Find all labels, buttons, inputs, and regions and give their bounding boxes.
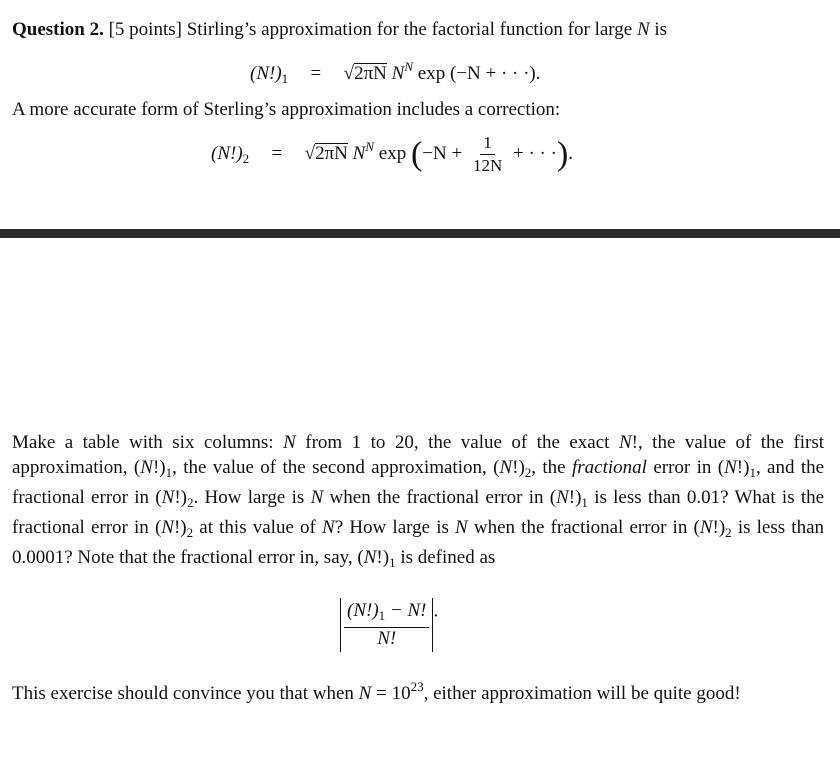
eq1-equals: = xyxy=(310,63,322,84)
task-text: , and the fractional error in xyxy=(12,457,825,508)
fractional-error-formula xyxy=(340,598,438,652)
error-denominator xyxy=(374,628,399,649)
question-intro-var: N xyxy=(636,19,650,40)
eq2-open-paren: ( xyxy=(410,135,423,173)
correction-text: A more accurate form of Sterling’s approximation includes a correction: xyxy=(12,99,561,120)
conclusion-exponent: 23 xyxy=(410,679,424,694)
absolute-value xyxy=(340,598,433,652)
conclusion-text: This exercise should convince you that when xyxy=(12,683,354,704)
error-den-term: N! xyxy=(377,628,397,649)
eq1-sqrt-arg: 2πN xyxy=(354,63,387,84)
var-n-factorial: N xyxy=(618,432,632,453)
eq1-base: N xyxy=(391,63,405,84)
task-text: ? How large is xyxy=(334,517,449,538)
error-numerator xyxy=(344,601,429,628)
task-text: , the value of the second approximation, xyxy=(172,457,487,478)
eq2-lhs: (N!) xyxy=(211,142,243,164)
conclusion-text-end: , either approximation will be quite good! xyxy=(423,683,741,704)
question-points: [5 points] xyxy=(108,19,182,40)
eq1-arg: (−N + · · ·) xyxy=(449,63,536,84)
equation-second-approx xyxy=(211,133,573,176)
eq2-frac-den: 12N xyxy=(472,156,503,175)
equation-first-approx xyxy=(250,59,541,87)
section-divider xyxy=(0,229,840,238)
task-text: from 1 to 20, the value of the exact xyxy=(305,432,610,453)
eq2-equals: = xyxy=(271,142,283,164)
eq2-lhs-sub: 2 xyxy=(242,150,250,166)
eq1-lhs-sub: 1 xyxy=(281,71,289,86)
conclusion-paragraph xyxy=(12,674,824,706)
error-num-rest: − N! xyxy=(389,600,427,621)
task-text: is less than 0.01? What is the fractional error in xyxy=(12,487,825,538)
eq2-exp: exp xyxy=(378,142,407,164)
conclusion-value: 10 xyxy=(391,683,411,704)
question-intro-text: Stirling’s approximation for the factorial function for large xyxy=(186,19,633,40)
error-end: . xyxy=(433,600,439,622)
question-intro-end: is xyxy=(654,19,668,40)
eq1-lhs: (N!) xyxy=(250,63,282,84)
task-paragraph: Make a table with six columns: N from 1 to 20, the value of the exact N!, the value of the first approximation, $(N!)_1$, the value of the second approximation, $(N!)_2$, the fractional error in $(N!)_1$, and the fractional error in $(N!)_2$. How large is N when the fractional error in $(N!)_1$ is less than 0.01? What is the fractional error in $(N!)_2$ at this value of N? How large is N when the fractional error in $(N!)_2$ is less than 0.0001? Note that the fractional error in, say, $(N!)_1$ is defined as xyxy=(12,432,825,570)
eq2-base: N xyxy=(352,142,366,164)
eq2-end: . xyxy=(568,142,574,164)
task-text: when the fractional error in xyxy=(473,517,688,538)
conclusion-var: N xyxy=(358,683,372,704)
task-text: , the value of the first approximation, xyxy=(12,432,825,478)
question-intro xyxy=(12,17,824,42)
task-text: at this value of xyxy=(199,517,316,538)
task-text: when the fractional error in xyxy=(329,487,544,508)
task-emphasis: fractional xyxy=(572,457,647,478)
eq1-exp: exp xyxy=(417,63,446,84)
task-text: , the xyxy=(531,457,566,478)
eq2-power: N xyxy=(365,138,375,154)
eq2-sqrt-sign: √ xyxy=(304,142,316,164)
eq2-frac-num: 1 xyxy=(480,133,495,155)
question-label: Question 2. xyxy=(12,19,104,40)
error-fraction xyxy=(344,601,429,649)
error-num-sub: 1 xyxy=(378,608,386,623)
task-text: . How large is xyxy=(193,487,305,508)
task-text: is less than 0.0001? Note that the fractional error in, say, xyxy=(12,517,825,568)
conclusion-equals: = xyxy=(376,683,387,704)
eq2-fraction xyxy=(470,133,505,176)
error-num-term: (N!) xyxy=(347,600,379,621)
eq2-close-paren: ) xyxy=(556,135,569,173)
var-n: N xyxy=(283,432,296,453)
task-text: Make a table with six columns: xyxy=(12,432,274,453)
eq1-sqrt-sign: √ xyxy=(343,63,355,84)
eq1-end: . xyxy=(535,63,541,84)
task-text: error in xyxy=(653,457,712,478)
eq2-minus-n: −N + xyxy=(422,142,463,164)
eq2-tail: + · · · xyxy=(512,142,557,164)
eq1-power: N xyxy=(404,59,414,74)
eq2-sqrt-arg: 2πN xyxy=(315,142,348,164)
task-text: is defined as xyxy=(400,547,496,568)
